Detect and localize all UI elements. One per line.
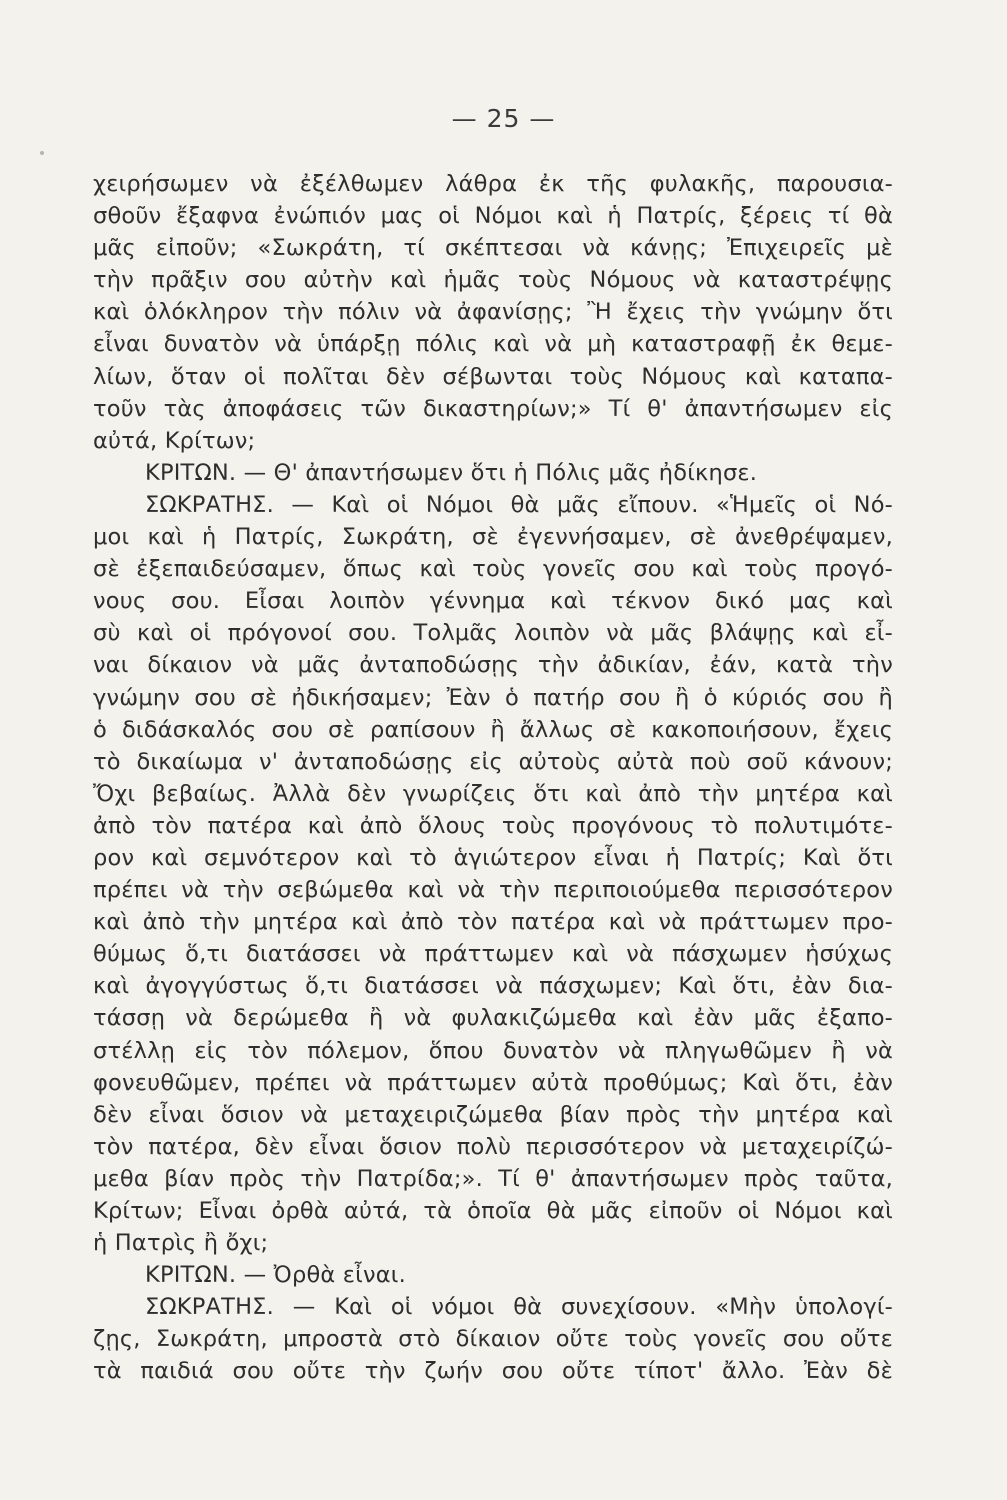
text-line: χειρήσωμεν νὰ ἐξέλθωμεν λάθρα ἐκ τῆς φυλακῆς, παρουσια-	[93, 171, 893, 197]
text-line: ρον καὶ σεμνότερον καὶ τὸ ἁγιώτερον εἶναι ἡ Πατρίς; Καὶ ὅτι	[93, 844, 893, 871]
text-line: σὺ καὶ οἱ πρόγονοί σου. Τολμᾶς λοιπὸν νὰ μᾶς βλάψῃς καὶ εἶ-	[93, 620, 893, 647]
text-line: τὰ παιδιά σου οὔτε τὴν ζωήν σου οὔτε τίποτ' ἄλλο. Ἐὰν δὲ	[93, 1358, 893, 1385]
text-line: τὴν πρᾶξιν σου αὐτὴν καὶ ἡμᾶς τοὺς Νόμους νὰ καταστρέψῃς	[93, 267, 893, 294]
text-line: καὶ ἀπὸ τὴν μητέρα καὶ ἀπὸ τὸν πατέρα καὶ νὰ πράττωμεν προ-	[93, 909, 893, 936]
body-text	[93, 168, 893, 1388]
text-line: τοῦν τὰς ἀποφάσεις τῶν δικαστηρίων;» Τί θ' ἀπαντήσωμεν εἰς	[93, 395, 893, 422]
text-line: μᾶς εἰποῦν; «Σωκράτη, τί σκέπτεσαι νὰ κάνῃς; Ἐπιχειρεῖς μὲ	[93, 235, 893, 262]
page-number: — 25 —	[451, 104, 556, 133]
text-line: καὶ ὁλόκληρον τὴν πόλιν νὰ ἀφανίσῃς; Ἢ ἔχεις τὴν γνώμην ὅτι	[93, 299, 893, 326]
text-line: ΣΩΚΡΑΤΗΣ. — Καὶ οἱ νόμοι θὰ συνεχίσουν. «Μὴν ὑπολογί-	[145, 1294, 893, 1321]
text-line: στέλλῃ εἰς τὸν πόλεμον, ὅπου δυνατὸν νὰ πληγωθῶμεν ἢ νὰ	[93, 1037, 893, 1064]
text-line: Ὄχι βεβαίως. Ἀλλὰ δὲν γνωρίζεις ὅτι καὶ ἀπὸ τὴν μητέρα καὶ	[93, 780, 893, 807]
text-line: μεθα βίαν πρὸς τὴν Πατρίδα;». Τί θ' ἀπαντήσωμεν πρὸς ταῦτα,	[93, 1165, 893, 1192]
text-line: σὲ ἐξεπαιδεύσαμεν, ὅπως καὶ τοὺς γονεῖς σου καὶ τοὺς προγό-	[93, 556, 893, 583]
text-line: καὶ ἀγογγύστως ὅ,τι διατάσσει νὰ πάσχωμεν; Καὶ ὅτι, ἐὰν δια-	[93, 973, 893, 1000]
text-line: ἀπὸ τὸν πατέρα καὶ ἀπὸ ὅλους τοὺς προγόνους τὸ πολυτιμότε-	[93, 812, 893, 839]
text-line: ὁ διδάσκαλός σου σὲ ραπίσουν ἢ ἄλλως σὲ κακοποιήσουν, ἔχεις	[93, 716, 893, 743]
page-speck	[40, 151, 44, 155]
text-line: τὸ δικαίωμα ν' ἀνταποδώσῃς εἰς αὐτοὺς αὐτὰ ποὺ σοῦ κάνουν;	[93, 748, 893, 775]
text-line: γνώμην σου σὲ ἠδικήσαμεν; Ἐὰν ὁ πατήρ σου ἢ ὁ κύριός σου ἢ	[93, 684, 893, 711]
text-line: θύμως ὅ,τι διατάσσει νὰ πράττωμεν καὶ νὰ πάσχωμεν ἡσύχως	[93, 941, 893, 968]
text-line: σθοῦν ἔξαφνα ἐνώπιόν μας οἱ Νόμοι καὶ ἡ Πατρίς, ξέρεις τί θὰ	[93, 203, 893, 230]
text-line: τὸν πατέρα, δὲν εἶναι ὅσιον πολὺ περισσότερον νὰ μεταχειρίζώ-	[93, 1133, 893, 1160]
text-line: ΣΩΚΡΑΤΗΣ. — Καὶ οἱ Νόμοι θὰ μᾶς εἴπουν. «Ἡμεῖς οἱ Νό-	[145, 491, 893, 518]
text-line: νους σου. Εἶσαι λοιπὸν γέννημα καὶ τέκνον δικό μας καὶ	[93, 588, 893, 615]
text-line: πρέπει νὰ τὴν σεβώμεθα καὶ νὰ τὴν περιποιούμεθα περισσότερον	[93, 877, 893, 904]
text-line: τάσσῃ νὰ δερώμεθα ἢ νὰ φυλακιζώμεθα καὶ ἐὰν μᾶς ἐξαπο-	[93, 1005, 893, 1032]
text-line: ΚΡΙΤΩΝ. — Θ' ἀπαντήσωμεν ὅτι ἡ Πόλις μᾶς ἠδίκησε.	[145, 459, 758, 486]
text-line: μοι καὶ ἡ Πατρίς, Σωκράτη, σὲ ἐγεννήσαμεν, σὲ ἀνεθρέψαμεν,	[93, 524, 893, 551]
text-line: δὲν εἶναι ὅσιον νὰ μεταχειριζώμεθα βίαν πρὸς τὴν μητέρα καὶ	[93, 1101, 893, 1128]
text-line: φονευθῶμεν, πρέπει νὰ πράττωμεν αὐτὰ προθύμως; Καὶ ὅτι, ἐὰν	[93, 1069, 893, 1096]
text-line: ΚΡΙΤΩΝ. — Ὀρθὰ εἶναι.	[145, 1262, 406, 1289]
text-line: ναι δίκαιον νὰ μᾶς ἀνταποδώσῃς τὴν ἀδικίαν, ἐάν, κατὰ τὴν	[93, 652, 893, 679]
text-line: εἶναι δυνατὸν νὰ ὑπάρξῃ πόλις καὶ νὰ μὴ καταστραφῇ ἐκ θεμε-	[93, 331, 893, 358]
text-line: ἡ Πατρὶς ἢ ὄχι;	[93, 1230, 269, 1257]
text-line: λίων, ὅταν οἱ πολῖται δὲν σέβωνται τοὺς Νόμους καὶ καταπα-	[93, 363, 893, 390]
text-line: αὐτά, Κρίτων;	[93, 427, 256, 454]
text-line: ζῃς, Σωκράτη, μπροστὰ στὸ δίκαιον οὔτε τοὺς γονεῖς σου οὔτε	[93, 1326, 893, 1353]
text-line: Κρίτων; Εἶναι ὀρθὰ αὐτά, τὰ ὁποῖα θὰ μᾶς εἰποῦν οἱ Νόμοι καὶ	[93, 1198, 893, 1224]
